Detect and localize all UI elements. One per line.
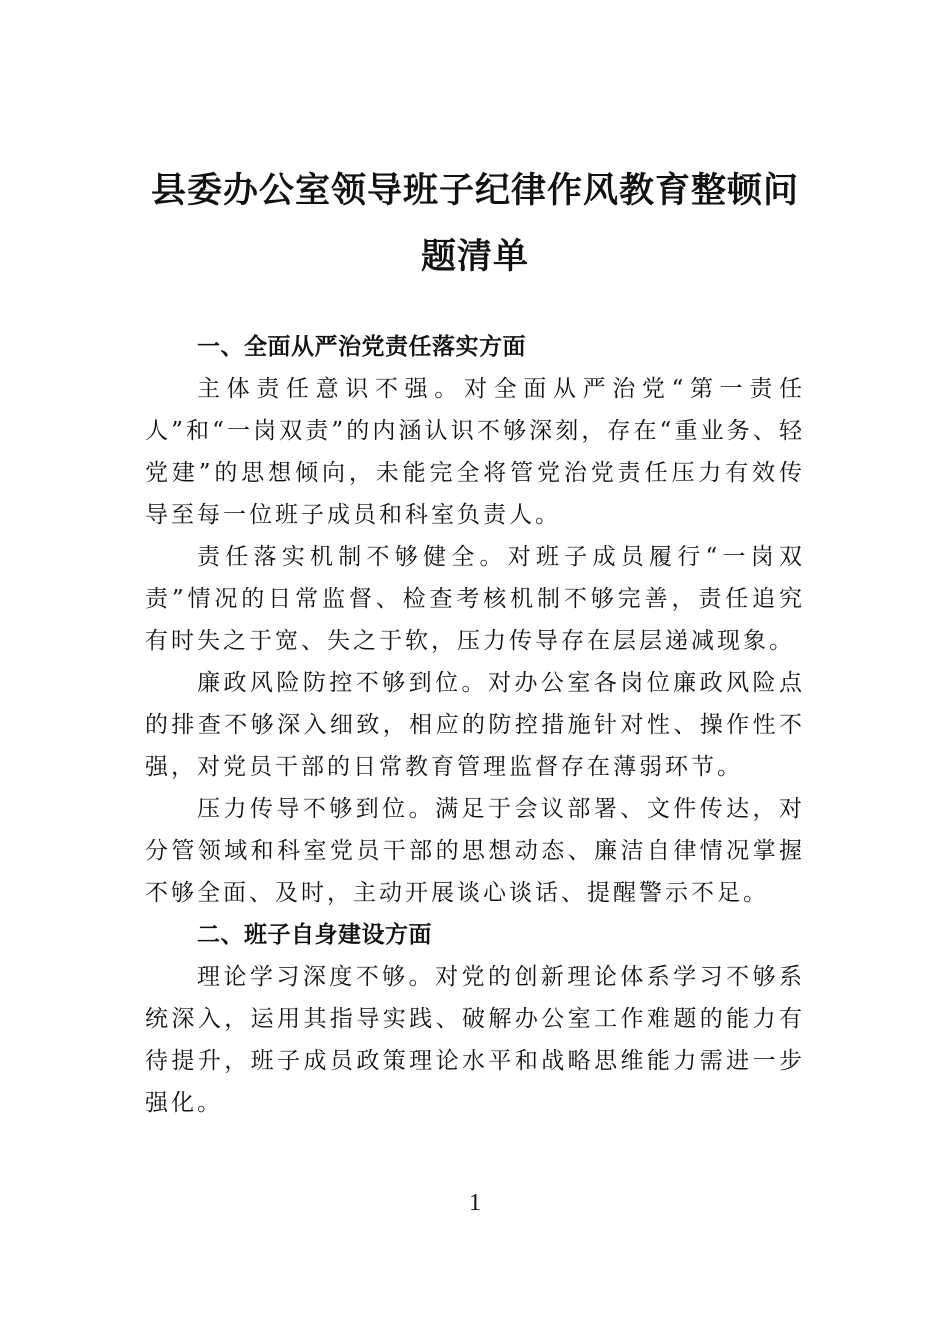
paragraph-pressure-transmission: 压力传导不够到位。满足于会议部署、文件传达，对分管领域和科室党员干部的思想动态、廉洁自律情况掌握不够全面、及时，主动开展谈心谈话、提醒警示不足。: [145, 796, 805, 906]
paragraph-risk-prevention: 廉政风险防控不够到位。对办公室各岗位廉政风险点的排查不够深入细致，相应的防控措施针对性、操作性不强，对党员干部的日常教育管理监督存在薄弱环节。: [145, 670, 805, 780]
paragraph-responsibility-mechanism: 责任落实机制不够健全。对班子成员履行“一岗双责”情况的日常监督、检查考核机制不够完善，责任追究有时失之于宽、失之于软，压力传导存在层层递减现象。: [145, 544, 805, 654]
paragraph-responsibility-awareness: 主体责任意识不强。对全面从严治党“第一责任人”和“一岗双责”的内涵认识不够深刻，存在“重业务、轻党建”的思想倾向，未能完全将管党治党责任压力有效传导至每一位班子成员和科室负责人。: [145, 376, 805, 528]
section-heading-2: 二、班子自身建设方面: [197, 922, 432, 948]
document-body: [145, 326, 805, 1124]
section-heading-1: 一、全面从严治党责任落实方面: [197, 334, 526, 360]
document-title: 县委办公室领导班子纪律作风教育整顿问题清单: [150, 170, 799, 277]
paragraph-theory-study: 理论学习深度不够。对党的创新理论体系学习不够系统深入，运用其指导实践、破解办公室工作难题的能力有待提升，班子成员政策理论水平和战略思维能力需进一步强化。: [145, 964, 805, 1116]
page-number: 1: [469, 1190, 481, 1216]
